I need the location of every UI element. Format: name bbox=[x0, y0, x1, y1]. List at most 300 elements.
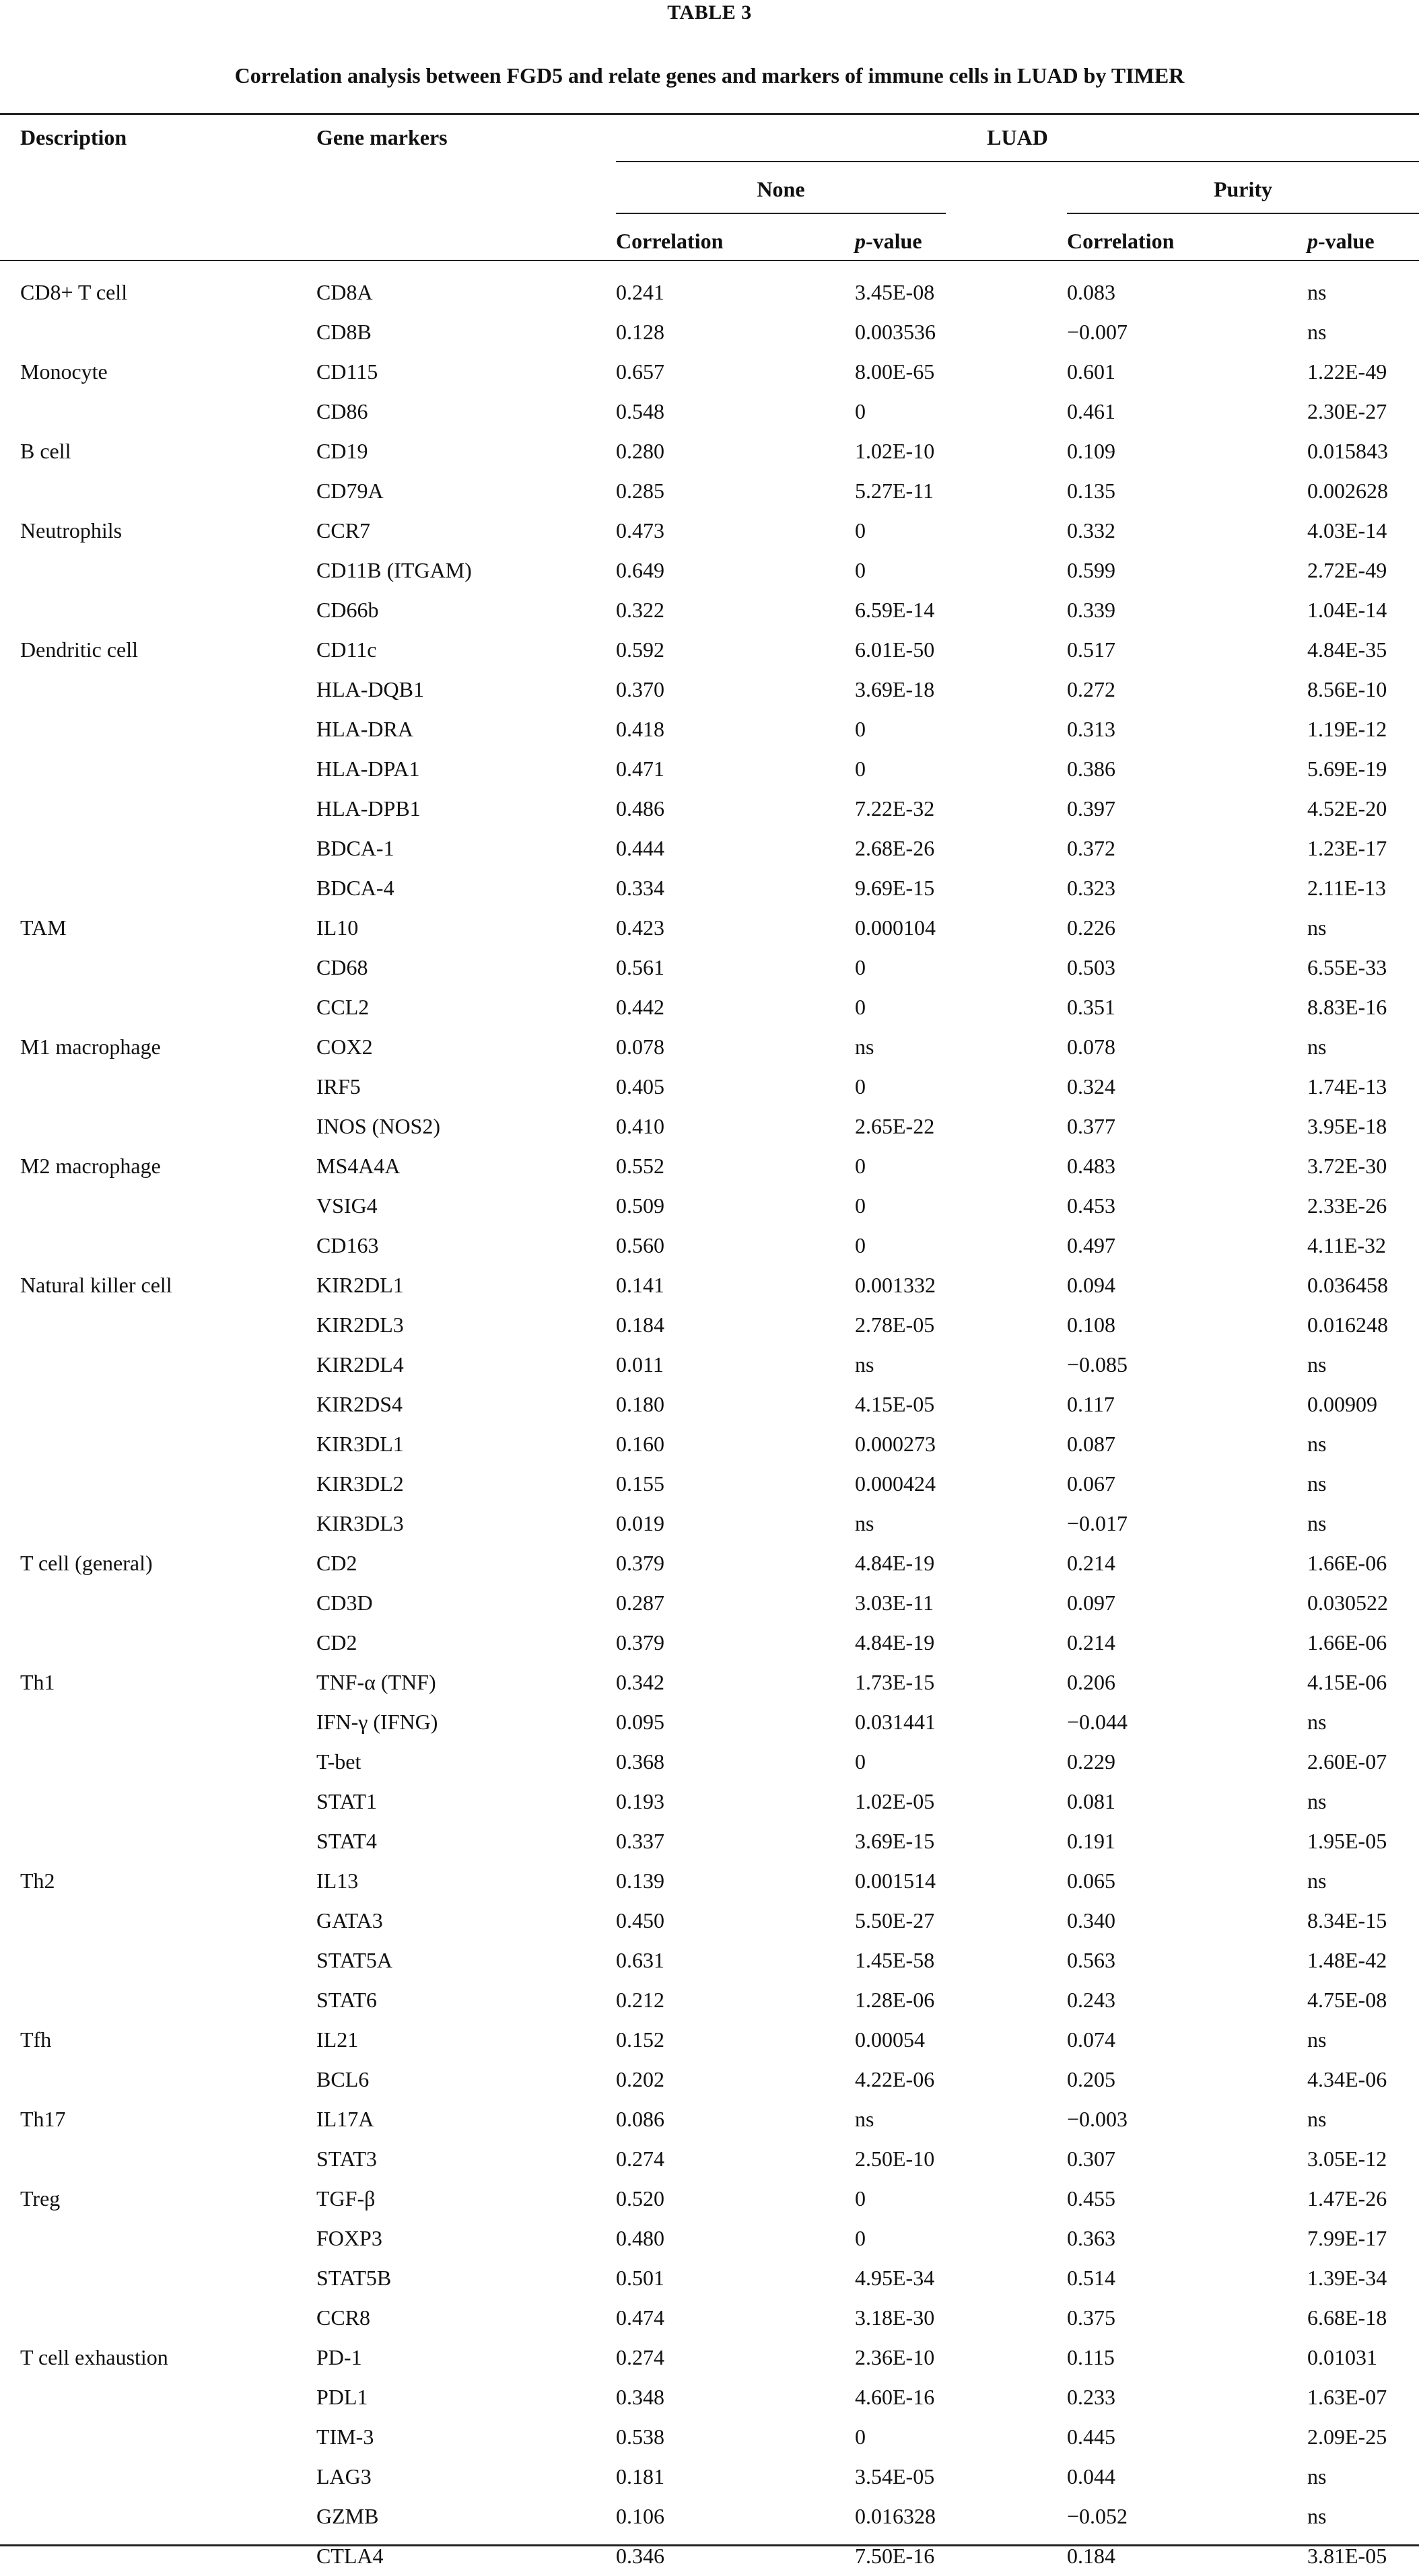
cell-none-pvalue: 6.59E-14 bbox=[855, 598, 935, 622]
cell-gene-marker: CD79A bbox=[316, 479, 384, 503]
cell-description: Treg bbox=[20, 2186, 61, 2211]
cell-none-pvalue: 4.22E-06 bbox=[855, 2067, 935, 2091]
cell-none-pvalue: 0 bbox=[855, 1233, 866, 1257]
cell-purity-correlation: 0.243 bbox=[1067, 1988, 1115, 2012]
cell-none-pvalue: 3.45E-08 bbox=[855, 280, 935, 304]
cell-none-pvalue: ns bbox=[855, 1511, 874, 1535]
group-rule bbox=[616, 161, 1419, 162]
table-row bbox=[0, 709, 1419, 749]
cell-purity-pvalue: ns bbox=[1307, 1035, 1327, 1059]
cell-gene-marker: CD11c bbox=[316, 637, 377, 662]
cell-purity-pvalue: 2.30E-27 bbox=[1307, 399, 1387, 423]
cell-gene-marker: CD2 bbox=[316, 1551, 357, 1575]
table-row bbox=[0, 1067, 1419, 1107]
cell-gene-marker: KIR3DL1 bbox=[316, 1432, 404, 1456]
table-row bbox=[0, 1146, 1419, 1186]
cell-purity-pvalue: 0.00909 bbox=[1307, 1392, 1377, 1416]
table-row bbox=[0, 2298, 1419, 2338]
table-row bbox=[0, 2060, 1419, 2099]
table-row bbox=[0, 2536, 1419, 2576]
cell-none-pvalue: 0.003536 bbox=[855, 320, 936, 344]
cell-purity-correlation: 0.044 bbox=[1067, 2464, 1115, 2488]
cell-none-correlation: 0.141 bbox=[616, 1273, 664, 1297]
cell-none-pvalue: 5.27E-11 bbox=[855, 479, 934, 503]
cell-gene-marker: STAT1 bbox=[316, 1789, 377, 1813]
cell-none-correlation: 0.474 bbox=[616, 2305, 664, 2330]
table-row bbox=[0, 948, 1419, 987]
cell-gene-marker: STAT4 bbox=[316, 1829, 377, 1853]
cell-purity-correlation: 0.377 bbox=[1067, 1114, 1115, 1138]
cell-purity-pvalue: 1.48E-42 bbox=[1307, 1948, 1387, 1972]
cell-none-correlation: 0.155 bbox=[616, 1471, 664, 1496]
cell-purity-correlation: 0.503 bbox=[1067, 955, 1115, 979]
cell-purity-pvalue: 0.015843 bbox=[1307, 439, 1388, 463]
cell-purity-pvalue: 1.04E-14 bbox=[1307, 598, 1387, 622]
cell-purity-correlation: 0.067 bbox=[1067, 1471, 1115, 1496]
cell-purity-correlation: 0.601 bbox=[1067, 359, 1115, 384]
cell-description: Dendritic cell bbox=[20, 637, 139, 662]
cell-none-pvalue: 0 bbox=[855, 1193, 866, 1218]
cell-none-correlation: 0.285 bbox=[616, 479, 664, 503]
cell-purity-correlation: 0.517 bbox=[1067, 637, 1115, 662]
cell-description: TAM bbox=[20, 915, 67, 940]
cell-purity-pvalue: 6.55E-33 bbox=[1307, 955, 1387, 979]
table-label: TABLE 3 bbox=[667, 1, 752, 24]
cell-purity-correlation: 0.097 bbox=[1067, 1591, 1115, 1615]
cell-purity-pvalue: 1.22E-49 bbox=[1307, 359, 1387, 384]
table-row bbox=[0, 1821, 1419, 1861]
cell-gene-marker: IFN-γ (IFNG) bbox=[316, 1710, 438, 1734]
cell-none-correlation: 0.106 bbox=[616, 2504, 664, 2528]
cell-none-correlation: 0.086 bbox=[616, 2107, 664, 2131]
cell-description: M2 macrophage bbox=[20, 1154, 161, 1178]
cell-none-pvalue: 0 bbox=[855, 717, 866, 741]
cell-none-pvalue: 0 bbox=[855, 2425, 866, 2449]
cell-purity-pvalue: 1.19E-12 bbox=[1307, 717, 1387, 741]
cell-none-pvalue: 0 bbox=[855, 757, 866, 781]
cell-purity-pvalue: ns bbox=[1307, 1511, 1327, 1535]
cell-none-correlation: 0.649 bbox=[616, 558, 664, 582]
table-row bbox=[0, 1265, 1419, 1305]
table-row bbox=[0, 1186, 1419, 1226]
cell-none-pvalue: 1.02E-10 bbox=[855, 439, 935, 463]
cell-purity-correlation: 0.323 bbox=[1067, 876, 1115, 900]
table-row bbox=[0, 1424, 1419, 1464]
cell-none-correlation: 0.274 bbox=[616, 2147, 664, 2171]
cell-gene-marker: CD68 bbox=[316, 955, 368, 979]
cell-none-correlation: 0.348 bbox=[616, 2385, 664, 2409]
header-description: Description bbox=[20, 125, 127, 149]
table-row bbox=[0, 312, 1419, 352]
table-row bbox=[0, 392, 1419, 431]
cell-purity-correlation: 0.206 bbox=[1067, 1670, 1115, 1694]
cell-purity-correlation: −0.003 bbox=[1067, 2107, 1128, 2131]
cell-none-correlation: 0.095 bbox=[616, 1710, 664, 1734]
cell-purity-pvalue: 1.95E-05 bbox=[1307, 1829, 1387, 1853]
cell-none-correlation: 0.509 bbox=[616, 1193, 664, 1218]
cell-none-correlation: 0.379 bbox=[616, 1551, 664, 1575]
table-row bbox=[0, 670, 1419, 709]
cell-purity-correlation: 0.386 bbox=[1067, 757, 1115, 781]
table-row bbox=[0, 2099, 1419, 2139]
table-row bbox=[0, 431, 1419, 471]
cell-purity-correlation: 0.117 bbox=[1067, 1392, 1115, 1416]
cell-none-pvalue: 0.000104 bbox=[855, 915, 936, 940]
cell-none-correlation: 0.631 bbox=[616, 1948, 664, 1972]
cell-description: M1 macrophage bbox=[20, 1035, 161, 1059]
cell-gene-marker: CD11B (ITGAM) bbox=[316, 558, 472, 582]
cell-description: Natural killer cell bbox=[20, 1273, 172, 1297]
cell-purity-correlation: 0.065 bbox=[1067, 1869, 1115, 1893]
table-row bbox=[0, 1782, 1419, 1821]
cell-purity-correlation: 0.081 bbox=[1067, 1789, 1115, 1813]
cell-purity-correlation: 0.375 bbox=[1067, 2305, 1115, 2330]
cell-purity-correlation: 0.397 bbox=[1067, 796, 1115, 821]
cell-none-pvalue: 1.73E-15 bbox=[855, 1670, 935, 1694]
cell-none-pvalue: 1.45E-58 bbox=[855, 1948, 935, 1972]
table-row bbox=[0, 1663, 1419, 1702]
cell-none-correlation: 0.486 bbox=[616, 796, 664, 821]
cell-none-correlation: 0.552 bbox=[616, 1154, 664, 1178]
cell-purity-correlation: 0.453 bbox=[1067, 1193, 1115, 1218]
cell-none-correlation: 0.139 bbox=[616, 1869, 664, 1893]
cell-none-pvalue: 8.00E-65 bbox=[855, 359, 935, 384]
cell-gene-marker: FOXP3 bbox=[316, 2226, 382, 2250]
cell-purity-pvalue: 4.11E-32 bbox=[1307, 1233, 1387, 1257]
cell-gene-marker: BDCA-4 bbox=[316, 876, 394, 900]
cell-none-pvalue: 0.00054 bbox=[855, 2027, 925, 2052]
cell-purity-correlation: 0.083 bbox=[1067, 280, 1115, 304]
table-row bbox=[0, 2139, 1419, 2179]
table-row bbox=[0, 630, 1419, 670]
cell-purity-pvalue: ns bbox=[1307, 2027, 1327, 2052]
cell-none-pvalue: ns bbox=[855, 1035, 874, 1059]
cell-purity-correlation: 0.074 bbox=[1067, 2027, 1115, 2052]
cell-none-pvalue: 2.36E-10 bbox=[855, 2345, 935, 2369]
cell-purity-pvalue: 4.52E-20 bbox=[1307, 796, 1387, 821]
cell-none-correlation: 0.337 bbox=[616, 1829, 664, 1853]
cell-purity-pvalue: 8.34E-15 bbox=[1307, 1908, 1387, 1933]
p-italic: p bbox=[1307, 229, 1318, 253]
table-row bbox=[0, 273, 1419, 312]
cell-purity-pvalue: 2.09E-25 bbox=[1307, 2425, 1387, 2449]
cell-purity-pvalue: 1.39E-34 bbox=[1307, 2266, 1387, 2290]
cell-description: B cell bbox=[20, 439, 71, 463]
cell-none-correlation: 0.471 bbox=[616, 757, 664, 781]
cell-gene-marker: STAT6 bbox=[316, 1988, 377, 2012]
cell-none-correlation: 0.379 bbox=[616, 1630, 664, 1655]
cell-none-pvalue: 2.50E-10 bbox=[855, 2147, 935, 2171]
cell-none-pvalue: 4.15E-05 bbox=[855, 1392, 935, 1416]
p-suffix: -value bbox=[866, 229, 922, 253]
cell-purity-pvalue: ns bbox=[1307, 2504, 1327, 2528]
table-row bbox=[0, 1464, 1419, 1504]
cell-gene-marker: MS4A4A bbox=[316, 1154, 401, 1178]
table-row bbox=[0, 1901, 1419, 1941]
cell-purity-correlation: −0.044 bbox=[1067, 1710, 1128, 1734]
cell-purity-correlation: 0.094 bbox=[1067, 1273, 1115, 1297]
cell-purity-correlation: 0.455 bbox=[1067, 2186, 1115, 2211]
table-row bbox=[0, 2338, 1419, 2377]
cell-gene-marker: HLA-DPA1 bbox=[316, 757, 420, 781]
cell-purity-pvalue: 4.84E-35 bbox=[1307, 637, 1387, 662]
cell-purity-correlation: 0.115 bbox=[1067, 2345, 1115, 2369]
cell-purity-pvalue: 3.81E-05 bbox=[1307, 2544, 1387, 2568]
cell-purity-pvalue: 3.95E-18 bbox=[1307, 1114, 1387, 1138]
cell-none-pvalue: 4.84E-19 bbox=[855, 1551, 935, 1575]
cell-none-pvalue: 0 bbox=[855, 1074, 866, 1099]
table-row bbox=[0, 511, 1419, 551]
table-row bbox=[0, 1702, 1419, 1742]
cell-purity-pvalue: ns bbox=[1307, 2464, 1327, 2488]
table-row bbox=[0, 2377, 1419, 2417]
cell-none-pvalue: 0 bbox=[855, 995, 866, 1019]
cell-purity-pvalue: 0.016248 bbox=[1307, 1313, 1388, 1337]
cell-purity-pvalue: ns bbox=[1307, 1352, 1327, 1377]
table-row bbox=[0, 590, 1419, 630]
table-row bbox=[0, 2417, 1419, 2457]
header-group-luad: LUAD bbox=[987, 125, 1048, 149]
cell-gene-marker: CD8A bbox=[316, 280, 373, 304]
cell-gene-marker: KIR2DL4 bbox=[316, 1352, 404, 1377]
cell-purity-correlation: 0.514 bbox=[1067, 2266, 1115, 2290]
cell-none-correlation: 0.370 bbox=[616, 677, 664, 701]
table-row bbox=[0, 1941, 1419, 1980]
table-row bbox=[0, 2457, 1419, 2497]
cell-purity-correlation: 0.214 bbox=[1067, 1630, 1115, 1655]
table-body bbox=[0, 273, 1419, 2576]
cell-gene-marker: CD2 bbox=[316, 1630, 357, 1655]
cell-purity-pvalue: 4.15E-06 bbox=[1307, 1670, 1387, 1694]
cell-none-correlation: 0.212 bbox=[616, 1988, 664, 2012]
cell-gene-marker: CCR8 bbox=[316, 2305, 371, 2330]
cell-none-pvalue: 0.031441 bbox=[855, 1710, 936, 1734]
cell-gene-marker: CD8B bbox=[316, 320, 372, 344]
cell-purity-pvalue: 2.72E-49 bbox=[1307, 558, 1387, 582]
cell-none-correlation: 0.180 bbox=[616, 1392, 664, 1416]
cell-purity-pvalue: 2.11E-13 bbox=[1307, 876, 1387, 900]
cell-purity-pvalue: 2.60E-07 bbox=[1307, 1749, 1387, 1774]
cell-none-pvalue: 0.000273 bbox=[855, 1432, 936, 1456]
cell-purity-correlation: 0.563 bbox=[1067, 1948, 1115, 1972]
cell-purity-pvalue: 4.34E-06 bbox=[1307, 2067, 1387, 2091]
table-row bbox=[0, 1623, 1419, 1663]
cell-gene-marker: COX2 bbox=[316, 1035, 373, 1059]
cell-purity-correlation: 0.461 bbox=[1067, 399, 1115, 423]
cell-gene-marker: CD66b bbox=[316, 598, 379, 622]
cell-none-correlation: 0.538 bbox=[616, 2425, 664, 2449]
cell-gene-marker: BCL6 bbox=[316, 2067, 370, 2091]
cell-gene-marker: VSIG4 bbox=[316, 1193, 378, 1218]
table-row bbox=[0, 789, 1419, 829]
cell-gene-marker: TNF-α (TNF) bbox=[316, 1670, 436, 1694]
cell-none-correlation: 0.480 bbox=[616, 2226, 664, 2250]
cell-gene-marker: IRF5 bbox=[316, 1074, 361, 1099]
cell-gene-marker: KIR2DL3 bbox=[316, 1313, 404, 1337]
table-row bbox=[0, 2179, 1419, 2219]
cell-purity-correlation: 0.229 bbox=[1067, 1749, 1115, 1774]
cell-description: T cell (general) bbox=[20, 1551, 153, 1575]
table-row bbox=[0, 868, 1419, 908]
cell-description: T cell exhaustion bbox=[20, 2345, 168, 2369]
table-row bbox=[0, 2258, 1419, 2298]
cell-purity-correlation: 0.313 bbox=[1067, 717, 1115, 741]
cell-purity-pvalue: ns bbox=[1307, 915, 1327, 940]
sub-rule-none bbox=[616, 213, 946, 214]
cell-none-pvalue: 0 bbox=[855, 2226, 866, 2250]
cell-gene-marker: KIR2DS4 bbox=[316, 1392, 403, 1416]
cell-none-pvalue: 3.69E-18 bbox=[855, 677, 935, 701]
cell-none-correlation: 0.342 bbox=[616, 1670, 664, 1694]
cell-purity-pvalue: 6.68E-18 bbox=[1307, 2305, 1387, 2330]
cell-purity-correlation: 0.078 bbox=[1067, 1035, 1115, 1059]
cell-gene-marker: KIR2DL1 bbox=[316, 1273, 404, 1297]
cell-none-correlation: 0.019 bbox=[616, 1511, 664, 1535]
cell-purity-pvalue: 2.33E-26 bbox=[1307, 1193, 1387, 1218]
cell-purity-pvalue: 1.23E-17 bbox=[1307, 836, 1387, 860]
cell-none-pvalue: 2.78E-05 bbox=[855, 1313, 935, 1337]
table-row bbox=[0, 1861, 1419, 1901]
cell-purity-correlation: 0.109 bbox=[1067, 439, 1115, 463]
cell-purity-pvalue: 0.01031 bbox=[1307, 2345, 1377, 2369]
cell-gene-marker: CD3D bbox=[316, 1591, 373, 1615]
table-row bbox=[0, 1583, 1419, 1623]
cell-none-correlation: 0.241 bbox=[616, 280, 664, 304]
table-row bbox=[0, 749, 1419, 789]
cell-gene-marker: HLA-DQB1 bbox=[316, 677, 424, 701]
cell-gene-marker: KIR3DL3 bbox=[316, 1511, 404, 1535]
cell-purity-correlation: 0.340 bbox=[1067, 1908, 1115, 1933]
cell-purity-pvalue: ns bbox=[1307, 2107, 1327, 2131]
cell-description: CD8+ T cell bbox=[20, 280, 128, 304]
cell-purity-correlation: −0.017 bbox=[1067, 1511, 1128, 1535]
header-none-correlation: Correlation bbox=[616, 229, 724, 253]
cell-none-pvalue: 0.001332 bbox=[855, 1273, 936, 1297]
table-row bbox=[0, 1107, 1419, 1146]
cell-none-pvalue: 2.65E-22 bbox=[855, 1114, 935, 1138]
p-italic: p bbox=[855, 229, 866, 253]
table-row bbox=[0, 908, 1419, 948]
cell-none-correlation: 0.274 bbox=[616, 2345, 664, 2369]
table-row bbox=[0, 2219, 1419, 2258]
cell-purity-correlation: 0.087 bbox=[1067, 1432, 1115, 1456]
header-purity-pvalue bbox=[1307, 228, 1375, 254]
cell-description: Tfh bbox=[20, 2027, 52, 2052]
table-row bbox=[0, 1742, 1419, 1782]
cell-description: Th1 bbox=[20, 1670, 55, 1694]
cell-none-pvalue: 0.001514 bbox=[855, 1869, 936, 1893]
cell-none-correlation: 0.442 bbox=[616, 995, 664, 1019]
table-row bbox=[0, 1226, 1419, 1265]
cell-purity-pvalue: 3.05E-12 bbox=[1307, 2147, 1387, 2171]
cell-none-pvalue: 5.50E-27 bbox=[855, 1908, 935, 1933]
cell-purity-correlation: 0.272 bbox=[1067, 677, 1115, 701]
cell-gene-marker: TGF-β bbox=[316, 2186, 376, 2211]
cell-none-correlation: 0.444 bbox=[616, 836, 664, 860]
cell-none-correlation: 0.334 bbox=[616, 876, 664, 900]
cell-purity-pvalue: 0.030522 bbox=[1307, 1591, 1388, 1615]
cell-purity-pvalue: 1.63E-07 bbox=[1307, 2385, 1387, 2409]
cell-none-pvalue: 4.84E-19 bbox=[855, 1630, 935, 1655]
cell-purity-pvalue: 1.47E-26 bbox=[1307, 2186, 1387, 2211]
cell-purity-correlation: 0.339 bbox=[1067, 598, 1115, 622]
header-bottom-rule bbox=[0, 260, 1419, 261]
header-gene-markers: Gene markers bbox=[316, 125, 448, 149]
table-row bbox=[0, 1543, 1419, 1583]
cell-none-correlation: 0.011 bbox=[616, 1352, 664, 1377]
bottom-rule bbox=[0, 2544, 1419, 2546]
cell-purity-pvalue: ns bbox=[1307, 1471, 1327, 1496]
cell-purity-correlation: −0.085 bbox=[1067, 1352, 1128, 1377]
cell-purity-pvalue: 8.56E-10 bbox=[1307, 677, 1387, 701]
cell-gene-marker: HLA-DPB1 bbox=[316, 796, 421, 821]
cell-purity-correlation: 0.332 bbox=[1067, 518, 1115, 543]
cell-purity-pvalue: 5.69E-19 bbox=[1307, 757, 1387, 781]
cell-none-pvalue: ns bbox=[855, 1352, 874, 1377]
cell-none-correlation: 0.280 bbox=[616, 439, 664, 463]
cell-gene-marker: KIR3DL2 bbox=[316, 1471, 404, 1496]
cell-gene-marker: CD19 bbox=[316, 439, 368, 463]
cell-purity-pvalue: 1.74E-13 bbox=[1307, 1074, 1387, 1099]
table-row bbox=[0, 1345, 1419, 1385]
cell-none-correlation: 0.322 bbox=[616, 598, 664, 622]
table-row bbox=[0, 1385, 1419, 1424]
p-suffix: -value bbox=[1318, 229, 1375, 253]
cell-none-correlation: 0.501 bbox=[616, 2266, 664, 2290]
cell-purity-correlation: 0.205 bbox=[1067, 2067, 1115, 2091]
cell-none-correlation: 0.078 bbox=[616, 1035, 664, 1059]
header-none-pvalue bbox=[855, 228, 922, 254]
cell-gene-marker: TIM-3 bbox=[316, 2425, 374, 2449]
cell-none-pvalue: 0.016328 bbox=[855, 2504, 936, 2528]
cell-none-pvalue: 0 bbox=[855, 955, 866, 979]
cell-none-pvalue: 0 bbox=[855, 1749, 866, 1774]
cell-gene-marker: CCL2 bbox=[316, 995, 370, 1019]
cell-purity-pvalue: ns bbox=[1307, 280, 1327, 304]
cell-none-correlation: 0.592 bbox=[616, 637, 664, 662]
cell-none-pvalue: 3.18E-30 bbox=[855, 2305, 935, 2330]
cell-description: Th2 bbox=[20, 1869, 55, 1893]
cell-purity-pvalue: 8.83E-16 bbox=[1307, 995, 1387, 1019]
sub-rule-purity bbox=[1067, 213, 1419, 214]
table-row bbox=[0, 1027, 1419, 1067]
cell-none-correlation: 0.202 bbox=[616, 2067, 664, 2091]
table-row bbox=[0, 551, 1419, 590]
cell-gene-marker: STAT3 bbox=[316, 2147, 377, 2171]
cell-gene-marker: GATA3 bbox=[316, 1908, 383, 1933]
cell-purity-pvalue: 1.66E-06 bbox=[1307, 1630, 1387, 1655]
cell-gene-marker: CD115 bbox=[316, 359, 378, 384]
cell-purity-correlation: 0.233 bbox=[1067, 2385, 1115, 2409]
cell-none-correlation: 0.561 bbox=[616, 955, 664, 979]
cell-none-pvalue: 0 bbox=[855, 558, 866, 582]
cell-gene-marker: STAT5A bbox=[316, 1948, 392, 1972]
cell-gene-marker: IL17A bbox=[316, 2107, 374, 2131]
cell-purity-correlation: 0.214 bbox=[1067, 1551, 1115, 1575]
cell-none-correlation: 0.193 bbox=[616, 1789, 664, 1813]
cell-none-correlation: 0.181 bbox=[616, 2464, 664, 2488]
cell-purity-pvalue: 7.99E-17 bbox=[1307, 2226, 1387, 2250]
table-row bbox=[0, 1980, 1419, 2020]
cell-gene-marker: BDCA-1 bbox=[316, 836, 394, 860]
cell-none-pvalue: 0.000424 bbox=[855, 1471, 936, 1496]
cell-gene-marker: INOS (NOS2) bbox=[316, 1114, 440, 1138]
cell-none-correlation: 0.423 bbox=[616, 915, 664, 940]
cell-purity-correlation: 0.135 bbox=[1067, 479, 1115, 503]
cell-purity-pvalue: ns bbox=[1307, 1710, 1327, 1734]
cell-none-correlation: 0.346 bbox=[616, 2544, 664, 2568]
cell-none-correlation: 0.405 bbox=[616, 1074, 664, 1099]
